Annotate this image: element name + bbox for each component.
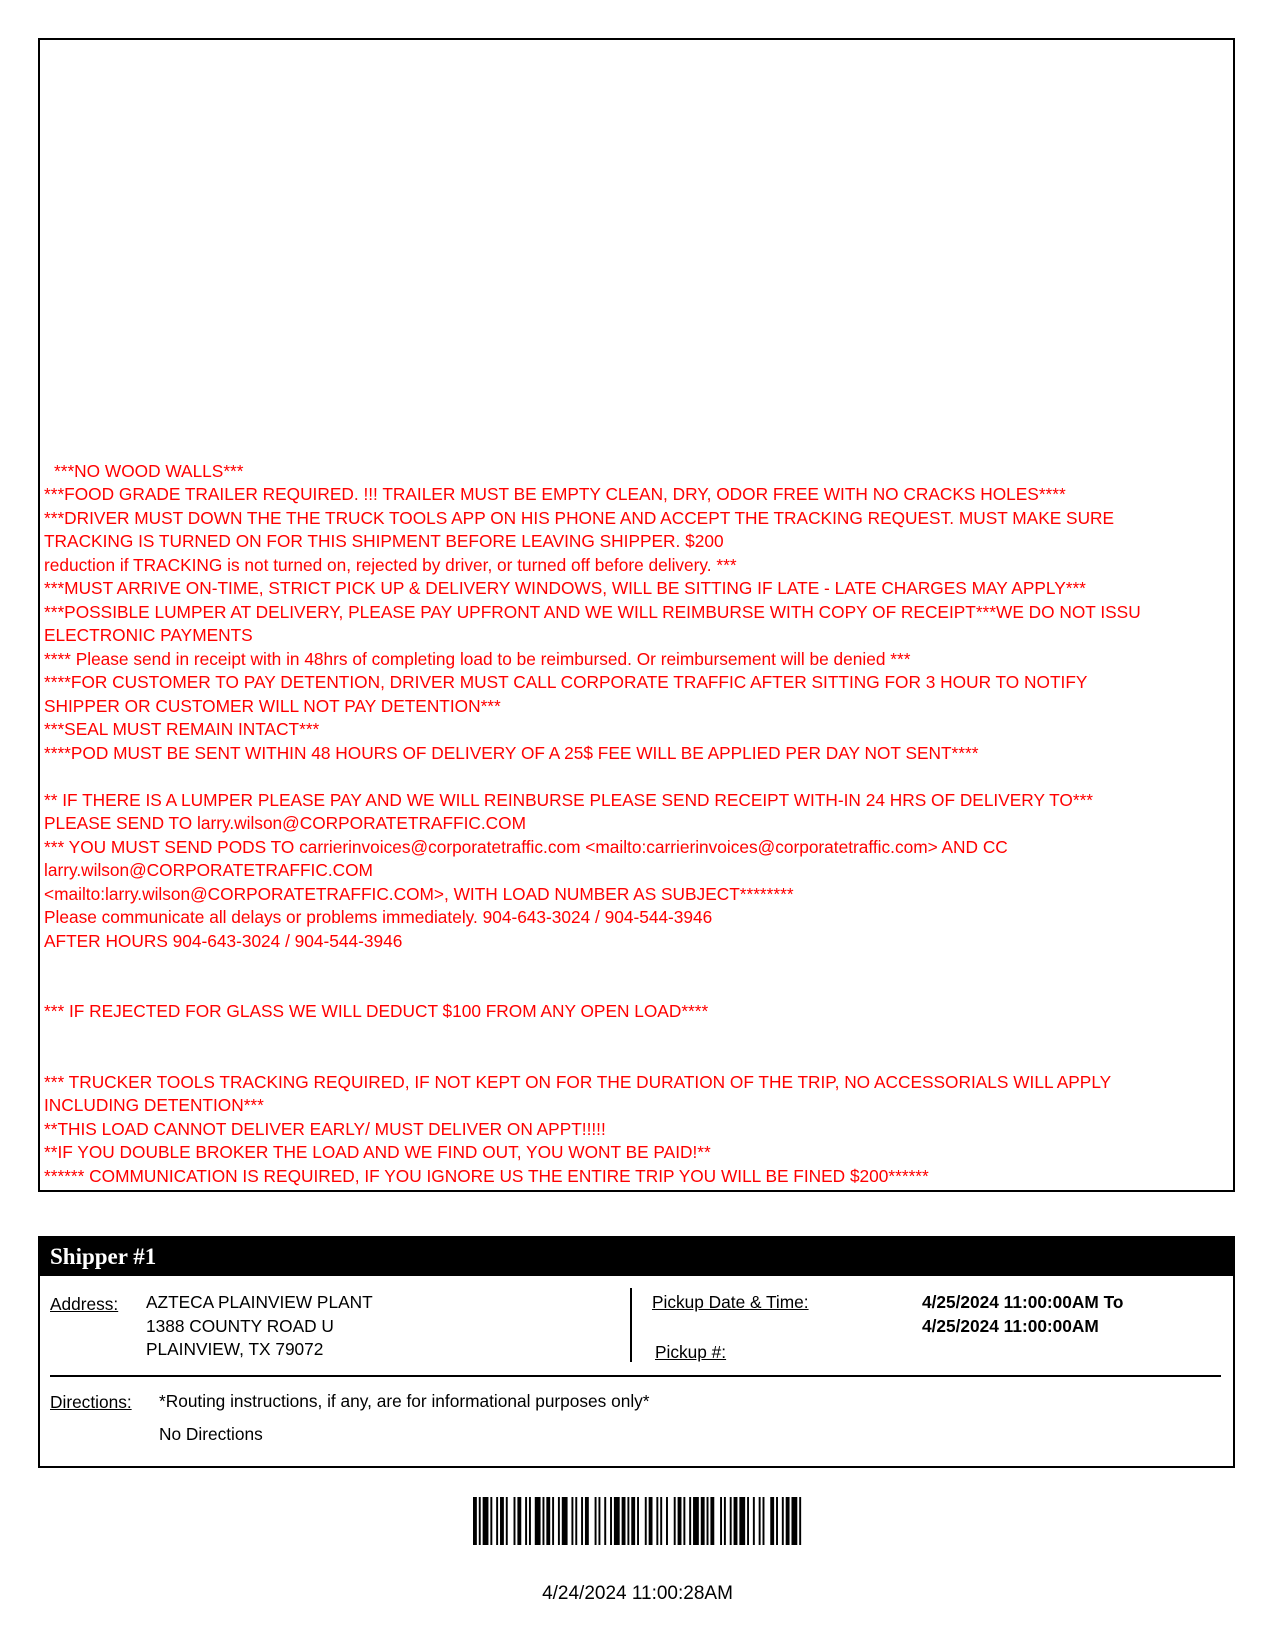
pickup-datetime-line: 4/25/2024 11:00:00AM To xyxy=(922,1292,1124,1312)
shipper-address xyxy=(146,1291,373,1362)
barcode-bar xyxy=(581,1497,583,1545)
barcode-bar xyxy=(496,1497,498,1545)
barcode-bar xyxy=(720,1497,722,1545)
barcode-bar xyxy=(770,1497,774,1545)
instruction-line: TRACKING IS TURNED ON FOR THIS SHIPMENT BEFORE LEAVING SHIPPER. $200 xyxy=(44,531,724,551)
instruction-line xyxy=(44,1047,1233,1071)
instruction-line: Please communicate all delays or problems immediately. 904-643-3024 / 904-544-3946 xyxy=(44,907,713,927)
pickup-datetime-value xyxy=(922,1291,1123,1338)
instruction-line: reduction if TRACKING is not turned on, rejected by driver, or turned off before delivery. *** xyxy=(44,554,737,575)
barcode xyxy=(473,1497,805,1545)
barcode-bar xyxy=(622,1497,626,1545)
instruction-line: INCLUDING DETENTION*** xyxy=(44,1095,264,1115)
shipper-title: Shipper #1 xyxy=(40,1238,1233,1276)
instruction-line: ****POD MUST BE SENT WITHIN 48 HOURS OF DELIVERY OF A 25$ FEE WILL BE APPLIED PER DAY NOT SENT**** xyxy=(44,742,979,763)
instruction-line: *** TRUCKER TOOLS TRACKING REQUIRED, IF NOT KEPT ON FOR THE DURATION OF THE TRIP, NO ACCESSORIALS WILL APPLY xyxy=(44,1071,1112,1092)
address-line: 1388 COUNTY ROAD U xyxy=(146,1315,334,1336)
pickup-number-label: Pickup #: xyxy=(655,1342,727,1362)
barcode-bar xyxy=(479,1497,481,1545)
barcode-bar xyxy=(473,1497,477,1545)
instruction-line: ***POSSIBLE LUMPER AT DELIVERY, PLEASE PAY UPFRONT AND WE WILL REIMBURSE WITH COPY OF RECEIPT***WE DO NOT ISSU xyxy=(44,601,1141,622)
barcode-bar xyxy=(598,1497,600,1545)
barcode-bar xyxy=(656,1497,658,1545)
instruction-line: <mailto:larry.wilson@CORPORATETRAFFIC.COM>, WITH LOAD NUMBER AS SUBJECT******** xyxy=(44,883,794,904)
barcode-bar xyxy=(739,1497,745,1545)
barcode-bar xyxy=(791,1497,797,1545)
barcode-bar xyxy=(542,1497,544,1545)
barcode-bar xyxy=(525,1497,527,1545)
barcode-bar xyxy=(776,1497,778,1545)
special-instructions xyxy=(40,460,1233,1189)
barcode-bar xyxy=(666,1497,668,1545)
section-divider xyxy=(50,1375,1221,1377)
instruction-line: ***SEAL MUST REMAIN INTACT*** xyxy=(44,719,320,739)
shipper-section xyxy=(38,1236,1235,1468)
barcode-bar xyxy=(689,1497,691,1545)
barcode-bar xyxy=(678,1497,682,1545)
barcode-bar xyxy=(724,1497,726,1545)
column-divider xyxy=(630,1288,632,1362)
instruction-line xyxy=(44,953,1233,977)
instruction-line: larry.wilson@CORPORATETRAFFIC.COM xyxy=(44,860,373,880)
barcode-bar xyxy=(683,1497,685,1545)
instruction-line: *** IF REJECTED FOR GLASS WE WILL DEDUCT $100 FROM ANY OPEN LOAD**** xyxy=(44,1001,709,1021)
instruction-line: ****FOR CUSTOMER TO PAY DETENTION, DRIVER MUST CALL CORPORATE TRAFFIC AFTER SITTING FOR 3 HOUR TO NOTIFY xyxy=(44,672,1088,692)
instruction-line xyxy=(44,1024,1233,1048)
instruction-line: PLEASE SEND TO larry.wilson@CORPORATETRAFFIC.COM xyxy=(44,813,526,833)
barcode-bar xyxy=(763,1497,765,1545)
directions-text: No Directions xyxy=(159,1424,263,1444)
barcode-bar xyxy=(575,1497,577,1545)
instruction-line: ****** COMMUNICATION IS REQUIRED, IF YOU IGNORE US THE ENTIRE TRIP YOU WILL BE FINED $200****** xyxy=(44,1165,929,1186)
pickup-datetime-label: Pickup Date & Time: xyxy=(652,1292,809,1312)
instruction-line: ELECTRONIC PAYMENTS xyxy=(44,625,253,645)
barcode-bar xyxy=(649,1497,653,1545)
barcode-bar xyxy=(514,1497,516,1545)
print-timestamp: 4/24/2024 11:00:28AM xyxy=(542,1583,733,1604)
barcode-bar xyxy=(759,1497,761,1545)
barcode-bar xyxy=(535,1497,541,1545)
instruction-line xyxy=(44,977,1233,1001)
instruction-line: AFTER HOURS 904-643-3024 / 904-544-3946 xyxy=(44,930,403,951)
barcode-bar xyxy=(631,1497,635,1545)
instruction-line xyxy=(44,765,1233,789)
barcode-bar xyxy=(753,1497,755,1545)
instruction-line: ***DRIVER MUST DOWN THE THE TRUCK TOOLS APP ON HIS PHONE AND ACCEPT THE TRACKING REQUEST. MUST MAKE SURE xyxy=(44,507,1115,528)
barcode-bar xyxy=(604,1497,606,1545)
barcode-bar xyxy=(782,1497,784,1545)
instruction-line: **** Please send in receipt with in 48hrs of completing load to be reimbursed. Or reimbursement will be denied *** xyxy=(44,648,911,669)
barcode-bar xyxy=(500,1497,504,1545)
barcode-bar xyxy=(571,1497,573,1545)
barcode-bar xyxy=(660,1497,662,1545)
instruction-line: ***NO WOOD WALLS*** xyxy=(54,460,244,481)
address-line: AZTECA PLAINVIEW PLANT xyxy=(146,1292,373,1312)
barcode-bar xyxy=(734,1497,738,1545)
instruction-line: *** YOU MUST SEND PODS TO carrierinvoices@corporatetraffic.com <mailto:carrierinvoices@corporatetraffic.com> AND CC xyxy=(44,836,1008,857)
instruction-line: **THIS LOAD CANNOT DELIVER EARLY/ MUST DELIVER ON APPT!!!!! xyxy=(44,1118,606,1139)
barcode-bar xyxy=(674,1497,676,1545)
barcode-bar xyxy=(707,1497,709,1545)
barcode-bar xyxy=(552,1497,554,1545)
barcode-bar xyxy=(614,1497,620,1545)
barcode-bar xyxy=(730,1497,732,1545)
instruction-line: ***FOOD GRADE TRAILER REQUIRED. !!! TRAILER MUST BE EMPTY CLEAN, DRY, ODOR FREE WITH NO CRACKS HOLES**** xyxy=(44,484,1066,504)
barcode-bar xyxy=(710,1497,714,1545)
pickup-datetime-line: 4/25/2024 11:00:00AM xyxy=(922,1315,1099,1336)
barcode-bar xyxy=(627,1497,629,1545)
barcode-bar xyxy=(558,1497,560,1545)
special-instructions-box xyxy=(38,38,1235,1192)
barcode-bar xyxy=(799,1497,801,1545)
barcode-bar xyxy=(483,1497,489,1545)
barcode-bar xyxy=(490,1497,492,1545)
address-label: Address: xyxy=(50,1294,119,1314)
barcode-bar xyxy=(595,1497,597,1545)
barcode-bar xyxy=(585,1497,589,1545)
instruction-line: **IF YOU DOUBLE BROKER THE LOAD AND WE FIND OUT, YOU WONT BE PAID!** xyxy=(44,1142,711,1162)
barcode-bar xyxy=(529,1497,531,1545)
directions-note: *Routing instructions, if any, are for informational purposes only* xyxy=(159,1391,650,1411)
barcode-bar xyxy=(786,1497,790,1545)
barcode-bar xyxy=(546,1497,550,1545)
barcode-bar xyxy=(693,1497,699,1545)
barcode-bar xyxy=(637,1497,639,1545)
barcode-bar xyxy=(747,1497,749,1545)
barcode-bar xyxy=(562,1497,568,1545)
instruction-line: ** IF THERE IS A LUMPER PLEASE PAY AND WE WILL REINBURSE PLEASE SEND RECEIPT WITH-IN 24 HRS OF DELIVERY TO*** xyxy=(44,789,1094,810)
barcode-bar xyxy=(517,1497,521,1545)
instruction-line: SHIPPER OR CUSTOMER WILL NOT PAY DETENTION*** xyxy=(44,695,501,716)
directions-label: Directions: xyxy=(50,1392,132,1412)
instruction-line: ***MUST ARRIVE ON-TIME, STRICT PICK UP & DELIVERY WINDOWS, WILL BE SITTING IF LATE - LATE CHARGES MAY APPLY*** xyxy=(44,578,1086,598)
barcode-bar xyxy=(645,1497,647,1545)
barcode-bar xyxy=(506,1497,508,1545)
address-line: PLAINVIEW, TX 79072 xyxy=(146,1339,324,1359)
barcode-bar xyxy=(610,1497,612,1545)
barcode-bar xyxy=(701,1497,705,1545)
